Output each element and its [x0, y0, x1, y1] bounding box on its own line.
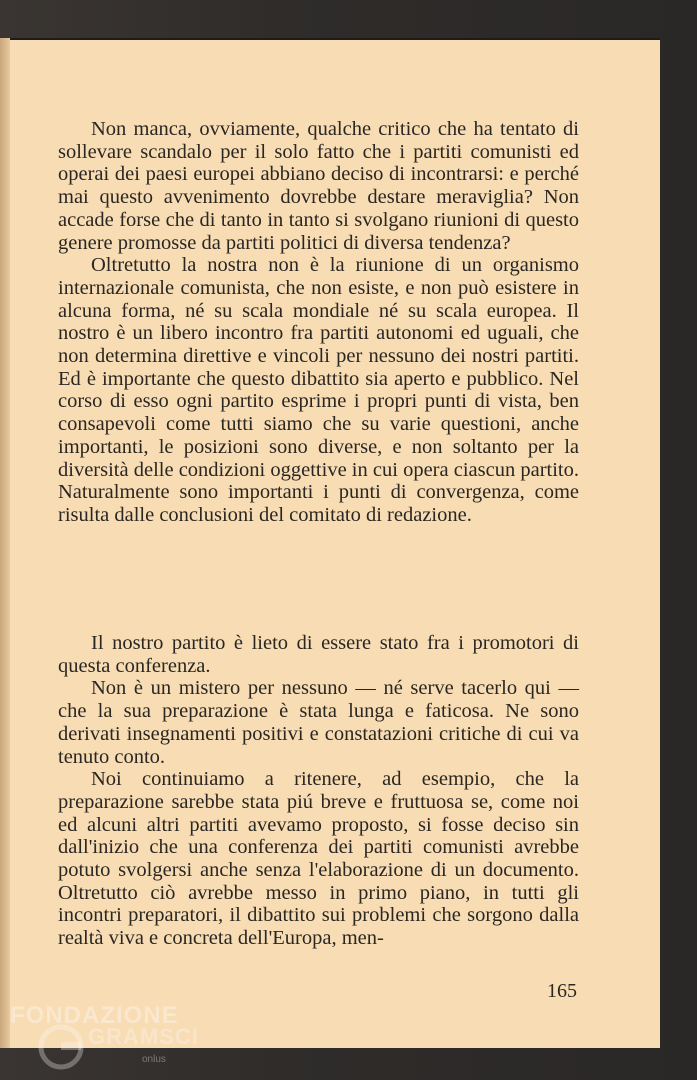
watermark-line-2: GRAMSCI: [88, 1024, 199, 1049]
paragraph: Non manca, ovviamente, qualche critico che ha tentato di sollevare scandalo per il solo fatto che i partiti comunisti ed operai dei paesi europei abbiano deciso di incontrarsi: e perché mai questo avvenimento dovrebbe destare meraviglia? Non accade forse che di tanto in tanto si svolgano riunioni di questo genere promosse da partiti politici di diversa tendenza?: [58, 118, 579, 254]
watermark-line-1: FONDAZIONE: [10, 1002, 179, 1029]
paragraph: Oltretutto la nostra non è la riunione di un organismo internazionale comunista, che non esiste, e non può esistere in alcuna forma, né su scala mondiale né su scala europea. Il nostro è un libero incontro fra partiti autonomi ed uguali, che non determina direttive e vincoli per nessuno dei nostri partiti. Ed è importante che questo dibattito sia aperto e pubblico. Nel corso di esso ogni partito esprime i propri punti di vista, ben consapevoli come tutti siamo che su varie questioni, anche importanti, le posizioni sono diverse, e non soltanto per la diversità delle condizioni oggettive in cui opera ciascun partito. Naturalmente sono importanti i punti di convergenza, come risulta dalle conclusioni del comitato di redazione.: [58, 254, 579, 526]
paragraph: Il nostro partito è lieto di essere stato fra i promotori di questa conferenza.: [58, 632, 579, 677]
text-section-top: [58, 118, 579, 527]
page-number: 165: [547, 980, 577, 1002]
paragraph: Noi continuiamo a ritenere, ad esempio, che la preparazione sarebbe stata piú breve e fruttuosa se, come noi ed alcuni altri partiti avevamo proposto, si fosse deciso sin dall'inizio che una conferenza dei partiti comunisti avrebbe potuto svolgersi anche senza l'elaborazione di un documento. Oltretutto ciò avrebbe messo in primo piano, in tutti gli incontri preparatori, il dibattito sui problemi che sorgono dalla realtà viva e concreta dell'Europa, men-: [58, 768, 579, 950]
paragraph: Non è un mistero per nessuno — né serve tacerlo qui — che la sua preparazione è stata lunga e faticosa. Ne sono derivati insegnamenti positivi e constatazioni critiche di cui va tenuto conto.: [58, 677, 579, 768]
text-section-bottom: [58, 632, 579, 950]
watermark-line-3: onlus: [142, 1054, 166, 1065]
page-edge: [0, 38, 10, 1048]
